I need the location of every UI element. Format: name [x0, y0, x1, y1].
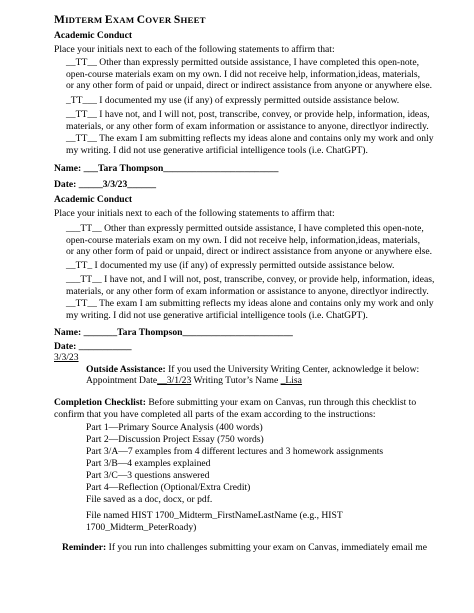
date-line — [54, 341, 454, 353]
date-extra — [54, 352, 454, 364]
date-line — [54, 179, 454, 191]
date-label: Date: — [54, 341, 77, 352]
appointment-line — [86, 375, 454, 387]
title-part: OVER — [145, 15, 174, 25]
statement-3: ___TT__ I have not, and I will not, post, transcribe, convey, or provide help, information, ideas, materials, or any other form of exam information or assistance to anyone, directlyor indirectly. — [66, 274, 435, 297]
checklist-item: Part 1—Primary Source Analysis (400 words) — [86, 422, 263, 433]
section-heading: Academic Conduct — [54, 194, 133, 205]
checklist-text: Before submitting your exam on Canvas, run through this checklist to confirm that you have completed all parts of the exam according to the instructions: — [54, 397, 417, 420]
checklist-item: Part 4—Reflection (Optional/Extra Credit) — [86, 482, 251, 493]
section-heading: Academic Conduct — [54, 30, 133, 41]
outside-text: If you used the University Writing Center, acknowledge it below: — [165, 364, 420, 375]
statement-4: __TT__ The exam I am submitting reflects my ideas alone and contains only my work and only my writing. I did not use generative artificial intelligence tools (i.e. ChatGPT). — [66, 133, 434, 156]
name-line — [54, 327, 454, 339]
name-value: ___Tara Thompson________________________ — [81, 163, 279, 174]
checklist-item: Part 3/A—7 examples from 4 different lectures and 3 homework assignments — [86, 446, 384, 457]
statement-3: __TT__ I have not, and I will not, post, transcribe, convey, or provide help, information, ideas, materials, or any other form of exam information or assistance to anyone, directlyor indirectly. — [66, 109, 430, 132]
name-label: Name: — [54, 327, 82, 338]
date-value: _____3/3/23______ — [76, 179, 157, 190]
title-part: M — [54, 14, 66, 26]
appointment-date: __3/1/23 — [157, 375, 192, 386]
outside-label: Outside Assistance: — [86, 364, 166, 375]
name-label: Name: — [54, 163, 82, 174]
date-label: Date: — [54, 179, 77, 190]
statement-1: ___TT__ Other than expressly permitted outside assistance, I have completed this open-note, open-course materials exam on my own. I did not receive help, information,ideas, materials, or any other form of paid or unpaid, direct or indirect assistance from anyone or anywhere else. — [66, 223, 433, 258]
statement-2: __TT_ I documented my use (if any) of expressly permitted outside assistance below. — [66, 260, 395, 271]
checklist-label: Completion Checklist: — [54, 397, 146, 408]
checklist-item: File saved as a doc, docx, or pdf. — [86, 494, 213, 505]
title-part: HEET — [180, 15, 206, 25]
name-line — [54, 163, 454, 175]
reminder — [62, 542, 454, 554]
statement-2: _TT___ I documented my use (if any) of expressly permitted outside assistance below. — [66, 95, 400, 106]
section-intro: Place your initials next to each of the following statements to affirm that: — [54, 44, 335, 55]
title-part: IDTERM — [65, 15, 105, 25]
checklist-item: Part 3/B—4 examples explained — [86, 458, 211, 469]
title-part: XAM — [112, 15, 137, 25]
appointment-label: Appointment Date — [86, 375, 158, 386]
outside-assistance — [86, 364, 454, 376]
section-intro: Place your initials next to each of the following statements to affirm that: — [54, 208, 335, 219]
page-title — [54, 14, 206, 26]
file-name-instruction: File named HIST 1700_Midterm_FirstNameLastName (e.g., HIST 1700_Midterm_PeterRoady) — [86, 510, 343, 533]
name-value: _______Tara Thompson_______________________ — [81, 327, 293, 338]
tutor-name: _Lisa — [280, 375, 302, 386]
statement-1: __TT__ Other than expressly permitted outside assistance, I have completed this open-note, open-course materials exam on my own. I did not receive help, information,ideas, materials, or any other form of paid or unpaid, direct or indirect assistance from anyone or anywhere else. — [66, 57, 433, 92]
completion-checklist — [54, 397, 454, 420]
date-extra-value: 3/3/23 — [54, 352, 79, 363]
date-value: ___________ — [76, 341, 132, 352]
title-part: S — [173, 14, 181, 26]
statement-4: __TT__ The exam I am submitting reflects my ideas alone and contains only my work and only my writing. I did not use generative artificial intelligence tools (i.e. ChatGPT). — [66, 298, 434, 321]
reminder-text: If you run into challenges submitting your exam on Canvas, immediately email me — [106, 542, 428, 553]
checklist-item: Part 2—Discussion Project Essay (750 words) — [86, 434, 264, 445]
tutor-label: Writing Tutor’s Name — [191, 375, 281, 386]
title-part: E — [104, 14, 113, 26]
checklist-item: Part 3/C—3 questions answered — [86, 470, 210, 481]
title-part: C — [136, 14, 146, 26]
reminder-label: Reminder: — [62, 542, 107, 553]
